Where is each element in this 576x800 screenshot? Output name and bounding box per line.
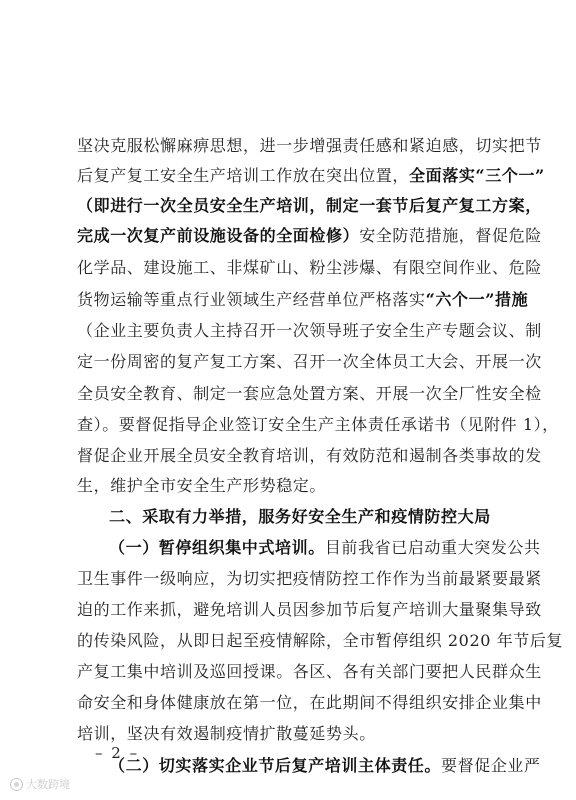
watermark-text: 大数跨境 <box>26 778 70 791</box>
body-text: 定一份周密的复产复工方案、召开一次全体员工大会、开展一次 <box>77 352 542 371</box>
body-text: 卫生事件一级响应，为切实把疫情防控工作作为当前最紧要最紧 <box>77 569 542 588</box>
text-line <box>77 693 542 713</box>
body-text: 坚决克服松懈麻痹思想，进一步增强责任感和紧迫感，切实把节 <box>77 136 542 155</box>
body-text: 目前我省已启动重大突发公共 <box>324 538 541 557</box>
body-text: 迫的工作来抓，避免培训人员因参加节后复产培训大量聚集导致 <box>77 600 542 619</box>
body-text: 督促企业开展全员安全教育培训，有效防范和遏制各类事故的发 <box>77 446 542 465</box>
text-line <box>109 756 549 776</box>
emphasized-text: （二）切实落实企业节后复产培训主体责任。 <box>109 756 442 775</box>
watermark <box>10 776 70 792</box>
text-line <box>77 166 545 186</box>
body-text: 的传染风险，从即日起至疫情解除，全市暂停组织 2020 年节后复 <box>77 631 564 650</box>
text-line <box>77 196 542 216</box>
body-text: （企业主要负责人主持召开一次领导班子安全生产专题会议、制 <box>77 321 542 340</box>
emphasized-text: 全面落实“三个一” <box>409 166 545 185</box>
text-line <box>77 600 542 620</box>
text-line <box>77 384 542 404</box>
watermark-logo-icon <box>10 778 23 791</box>
body-text: 货物运输等重点行业领域生产经营单位严格落实 <box>77 290 426 309</box>
emphasized-text: （一）暂停组织集中式培训。 <box>109 538 325 557</box>
body-text: 要督促企业严 <box>441 756 541 775</box>
text-line <box>109 538 549 558</box>
emphasized-text: （即进行一次全员安全生产培训，制定一套节后复产复工方案， <box>77 196 542 215</box>
text-line <box>77 569 542 589</box>
emphasized-text: “六个一”措施 <box>425 290 529 309</box>
text-line <box>77 290 529 310</box>
body-text: 后复产复工安全生产培训工作放在突出位置， <box>77 166 410 185</box>
text-line <box>77 724 517 744</box>
text-line <box>77 476 517 496</box>
emphasized-text: 完成一次复产前设施设备的全面检修） <box>77 226 360 245</box>
text-line <box>77 226 542 246</box>
page-number: – 2 – <box>95 744 140 762</box>
text-line <box>77 662 542 682</box>
text-line <box>77 321 542 341</box>
section-heading <box>109 507 549 527</box>
body-text: 命安全和身体健康放在第一位，在此期间不得组织安排企业集中 <box>77 693 542 712</box>
text-line <box>77 352 542 372</box>
body-text: 培训，坚决有效遏制疫情扩散蔓延势头。 <box>77 724 376 743</box>
body-text: 产复工集中培训及巡回授课。各区、各有关部门要把人民群众生 <box>77 662 542 681</box>
body-text: 生，维护全市安全生产形势稳定。 <box>77 476 327 495</box>
text-line <box>77 446 542 466</box>
text-line <box>77 415 559 435</box>
body-text: 全员安全教育、制定一套应急处置方案、开展一次全厂性安全检 <box>77 384 542 403</box>
text-line <box>77 631 564 651</box>
text-line <box>77 136 542 156</box>
emphasized-text: 二、采取有力举措，服务好安全生产和疫情防控大局 <box>109 507 491 526</box>
body-text: 查）。要督促指导企业签订安全生产主体责任承诺书（见附件 1）， <box>77 415 559 434</box>
text-line <box>77 258 542 278</box>
body-text: 安全防范措施，督促危险 <box>359 226 542 245</box>
body-text: 化学品、建设施工、非煤矿山、粉尘涉爆、有限空间作业、危险 <box>77 258 542 277</box>
